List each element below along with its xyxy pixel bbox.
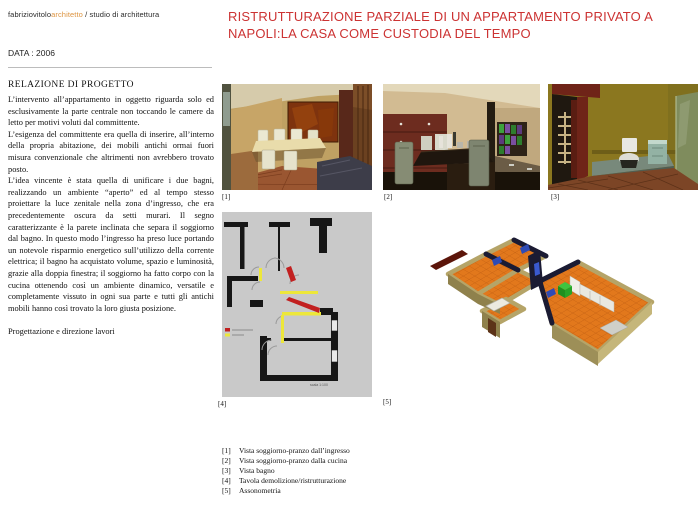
caption-row bbox=[222, 466, 482, 476]
caption-number: [5] bbox=[222, 486, 231, 495]
caption-number: [4] bbox=[222, 476, 231, 485]
axonometric-figure bbox=[400, 212, 700, 402]
logo-name: fabriziovitolo bbox=[8, 10, 52, 19]
photo1-graphic bbox=[222, 84, 372, 190]
caption-text: Vista soggiorno-pranzo dalla cucina bbox=[239, 456, 348, 465]
figure-label-3: [3] bbox=[551, 193, 560, 201]
figure-label-1: [1] bbox=[222, 193, 231, 201]
page-title: RISTRUTTURAZIONE PARZIALE DI UN APPARTAMENTO PRIVATO A NAPOLI:LA CASA COME CUSTODIA DEL TEMPO bbox=[228, 9, 653, 41]
photo2-graphic bbox=[383, 84, 540, 190]
figure-label-5: [5] bbox=[383, 398, 392, 406]
logo-suffix: / studio di architettura bbox=[82, 10, 160, 19]
demolition-plan-figure bbox=[222, 212, 372, 397]
caption-row bbox=[222, 486, 482, 496]
caption-text: Tavola demolizione/ristrutturazione bbox=[239, 476, 347, 485]
studio-logo-text bbox=[8, 10, 218, 19]
caption-row bbox=[222, 476, 482, 486]
caption-list bbox=[222, 446, 482, 496]
axon-graphic bbox=[400, 212, 700, 402]
caption-text: Assonometria bbox=[239, 486, 281, 495]
photo3-graphic bbox=[548, 84, 698, 190]
figure-label-2: [2] bbox=[384, 193, 393, 201]
caption-text: Vista soggiorno-pranzo dall’ingresso bbox=[239, 446, 350, 455]
caption-number: [2] bbox=[222, 456, 231, 465]
plan-scale-note: scala 1:100 bbox=[310, 383, 328, 387]
divider-line bbox=[8, 67, 212, 68]
paragraph: L’esigenza del committente era quella di inserire, all’interno della propria abitazione, dei mobili antichi ormai fuori misura convenzionale che altrimenti non avrebbero trovato posto. bbox=[8, 129, 214, 174]
role-line: Progettazione e direzione lavori bbox=[8, 327, 115, 337]
caption-row bbox=[222, 456, 482, 466]
paragraph: L’idea vincente è stata quella di unificare i due bagni, realizzando un ambiente “aperto” ed al tempo stesso proiettare la luce zenitale nella zona d’ingresso, che era precedentemente oscura da setti murari. Il segno caratterizzante è la parete inclinata che separa il soggiorno dal bagno. In questo modo l’ingresso ha preso luce portando un notevole risparmio energetico sull’utilizzo della corrente elettrica; il bagno ha acquistato volume, spazio e luminosità, grazie alla doppia finestra; il soggiorno ha fatto corpo con la cucina ottenendo così un ambiente dinamico, versatile e completamente vissuto in ogni sua parte e tutti gli antichi mobili hanno così trovato la loro giusta posizione. bbox=[8, 176, 214, 313]
section-heading: RELAZIONE DI PROGETTO bbox=[8, 80, 134, 90]
render-dining-from-entrance bbox=[222, 84, 372, 190]
report-body bbox=[8, 94, 214, 338]
render-bathroom bbox=[548, 84, 698, 190]
caption-number: [3] bbox=[222, 466, 231, 475]
render-dining-from-kitchen bbox=[383, 84, 540, 190]
figure-label-4: [4] bbox=[218, 400, 227, 408]
date-label: DATA : 2006 bbox=[8, 48, 55, 58]
caption-number: [1] bbox=[222, 446, 231, 455]
plan-graphic bbox=[222, 212, 372, 397]
logo-name-accent: architetto bbox=[51, 10, 83, 19]
caption-row bbox=[222, 446, 482, 456]
paragraph: L’intervento all’appartamento in oggetto riguarda solo ed esclusivamente la parte centrale non toccando le camere da letto per motivi voluti dal committente. bbox=[8, 95, 214, 128]
caption-text: Vista bagno bbox=[239, 466, 275, 475]
